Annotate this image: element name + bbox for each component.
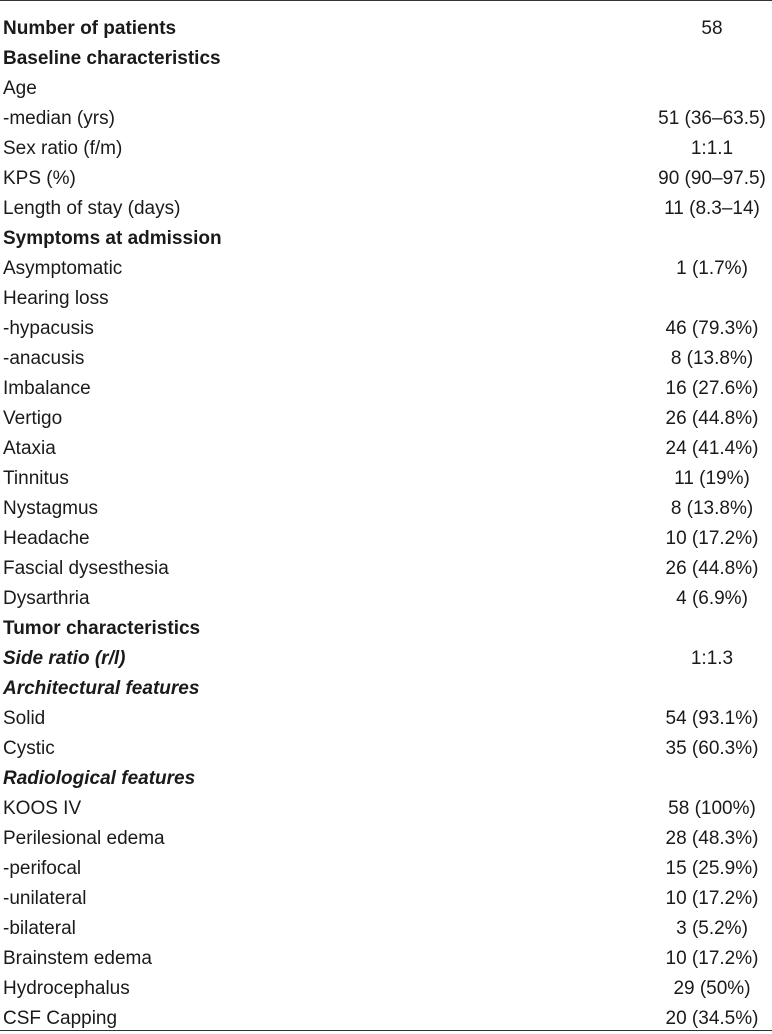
table-row [0, 134, 772, 164]
row-label: Age [3, 78, 37, 99]
row-value: 8 (13.8%) [670, 498, 754, 519]
row-label: Imbalance [3, 378, 91, 399]
row-label: Length of stay (days) [3, 198, 181, 219]
row-value [600, 284, 772, 314]
table-row [0, 284, 772, 314]
table-row [0, 674, 772, 704]
table-row [0, 944, 772, 974]
table-row [0, 104, 772, 134]
row-value [600, 764, 772, 794]
table-row [0, 224, 772, 254]
table-row [0, 344, 772, 374]
row-value: 58 [701, 18, 723, 39]
row-value: 46 (79.3%) [665, 318, 759, 339]
table-row [0, 74, 772, 104]
row-label: Baseline characteristics [3, 48, 221, 69]
row-value: 54 (93.1%) [665, 708, 759, 729]
row-value: 90 (90–97.5) [658, 168, 766, 189]
row-value [600, 224, 772, 254]
row-value: 1:1.1 [690, 138, 734, 159]
row-value [600, 74, 772, 104]
row-value: 28 (48.3%) [665, 828, 759, 849]
row-value: 11 (8.3–14) [664, 198, 760, 219]
row-label: Symptoms at admission [3, 228, 222, 249]
row-label: Number of patients [3, 18, 177, 39]
table-row [0, 584, 772, 614]
table-body [0, 14, 772, 1034]
row-label: -perifocal [3, 858, 82, 879]
row-label: Tinnitus [3, 468, 69, 489]
row-label: KPS (%) [3, 168, 76, 189]
row-label: -median (yrs) [3, 108, 115, 129]
table-row [0, 824, 772, 854]
row-value: 58 (100%) [668, 798, 756, 819]
row-label: Architectural features [3, 678, 200, 699]
table-row [0, 914, 772, 944]
table-row [0, 404, 772, 434]
row-label: Asymptomatic [3, 258, 123, 279]
row-value: 20 (34.5%) [665, 1008, 759, 1029]
row-value [600, 614, 772, 644]
row-value: 4 (6.9%) [676, 588, 748, 609]
row-label: Side ratio (r/l) [3, 648, 126, 669]
row-value: 26 (44.8%) [665, 558, 759, 579]
row-label: -bilateral [3, 918, 76, 939]
row-label: Hearing loss [3, 288, 109, 309]
row-value: 10 (17.2%) [665, 528, 759, 549]
row-value: 51 (36–63.5) [658, 108, 766, 129]
row-value: 1 (1.7%) [676, 258, 748, 279]
table-row [0, 734, 772, 764]
table-row [0, 854, 772, 884]
row-label: Vertigo [3, 408, 63, 429]
row-value: 24 (41.4%) [665, 438, 759, 459]
table-row [0, 494, 772, 524]
table-row [0, 374, 772, 404]
row-value [600, 674, 772, 704]
row-label: Ataxia [3, 438, 56, 459]
table-row [0, 884, 772, 914]
row-value: 3 (5.2%) [676, 918, 748, 939]
table-row [0, 14, 772, 44]
table-row [0, 764, 772, 794]
row-value: 10 (17.2%) [665, 948, 759, 969]
row-label: Cystic [3, 738, 55, 759]
row-label: -anacusis [3, 348, 85, 369]
row-label: Fascial dysesthesia [3, 558, 169, 579]
row-value: 1:1.3 [690, 648, 734, 669]
row-label: Solid [3, 708, 46, 729]
table-row [0, 794, 772, 824]
row-label: Hydrocephalus [3, 978, 130, 999]
table-row [0, 314, 772, 344]
table-row [0, 704, 772, 734]
row-value [600, 44, 772, 74]
row-value: 10 (17.2%) [665, 888, 759, 909]
table-row [0, 974, 772, 1004]
row-value: 29 (50%) [673, 978, 751, 999]
table-row [0, 524, 772, 554]
row-label: -unilateral [3, 888, 87, 909]
table-row [0, 254, 772, 284]
row-label: Headache [3, 528, 90, 549]
top-rule [0, 0, 772, 1]
table-row [0, 44, 772, 74]
table-row [0, 644, 772, 674]
table-row [0, 464, 772, 494]
row-label: Radiological features [3, 768, 196, 789]
table-row [0, 194, 772, 224]
table-row [0, 614, 772, 644]
row-label: Nystagmus [3, 498, 99, 519]
row-value: 35 (60.3%) [665, 738, 759, 759]
row-value: 26 (44.8%) [665, 408, 759, 429]
row-label: Brainstem edema [3, 948, 152, 969]
table-row [0, 164, 772, 194]
table-row [0, 434, 772, 464]
row-label: Dysarthria [3, 588, 90, 609]
row-label: Perilesional edema [3, 828, 165, 849]
row-value: 11 (19%) [674, 468, 750, 489]
row-value: 15 (25.9%) [665, 858, 759, 879]
row-value: 8 (13.8%) [670, 348, 754, 369]
row-label: Tumor characteristics [3, 618, 201, 639]
row-label: CSF Capping [3, 1008, 118, 1029]
row-label: -hypacusis [3, 318, 94, 339]
row-label: Sex ratio (f/m) [3, 138, 123, 159]
row-value: 16 (27.6%) [665, 378, 759, 399]
table-row [0, 554, 772, 584]
row-label: KOOS IV [3, 798, 82, 819]
